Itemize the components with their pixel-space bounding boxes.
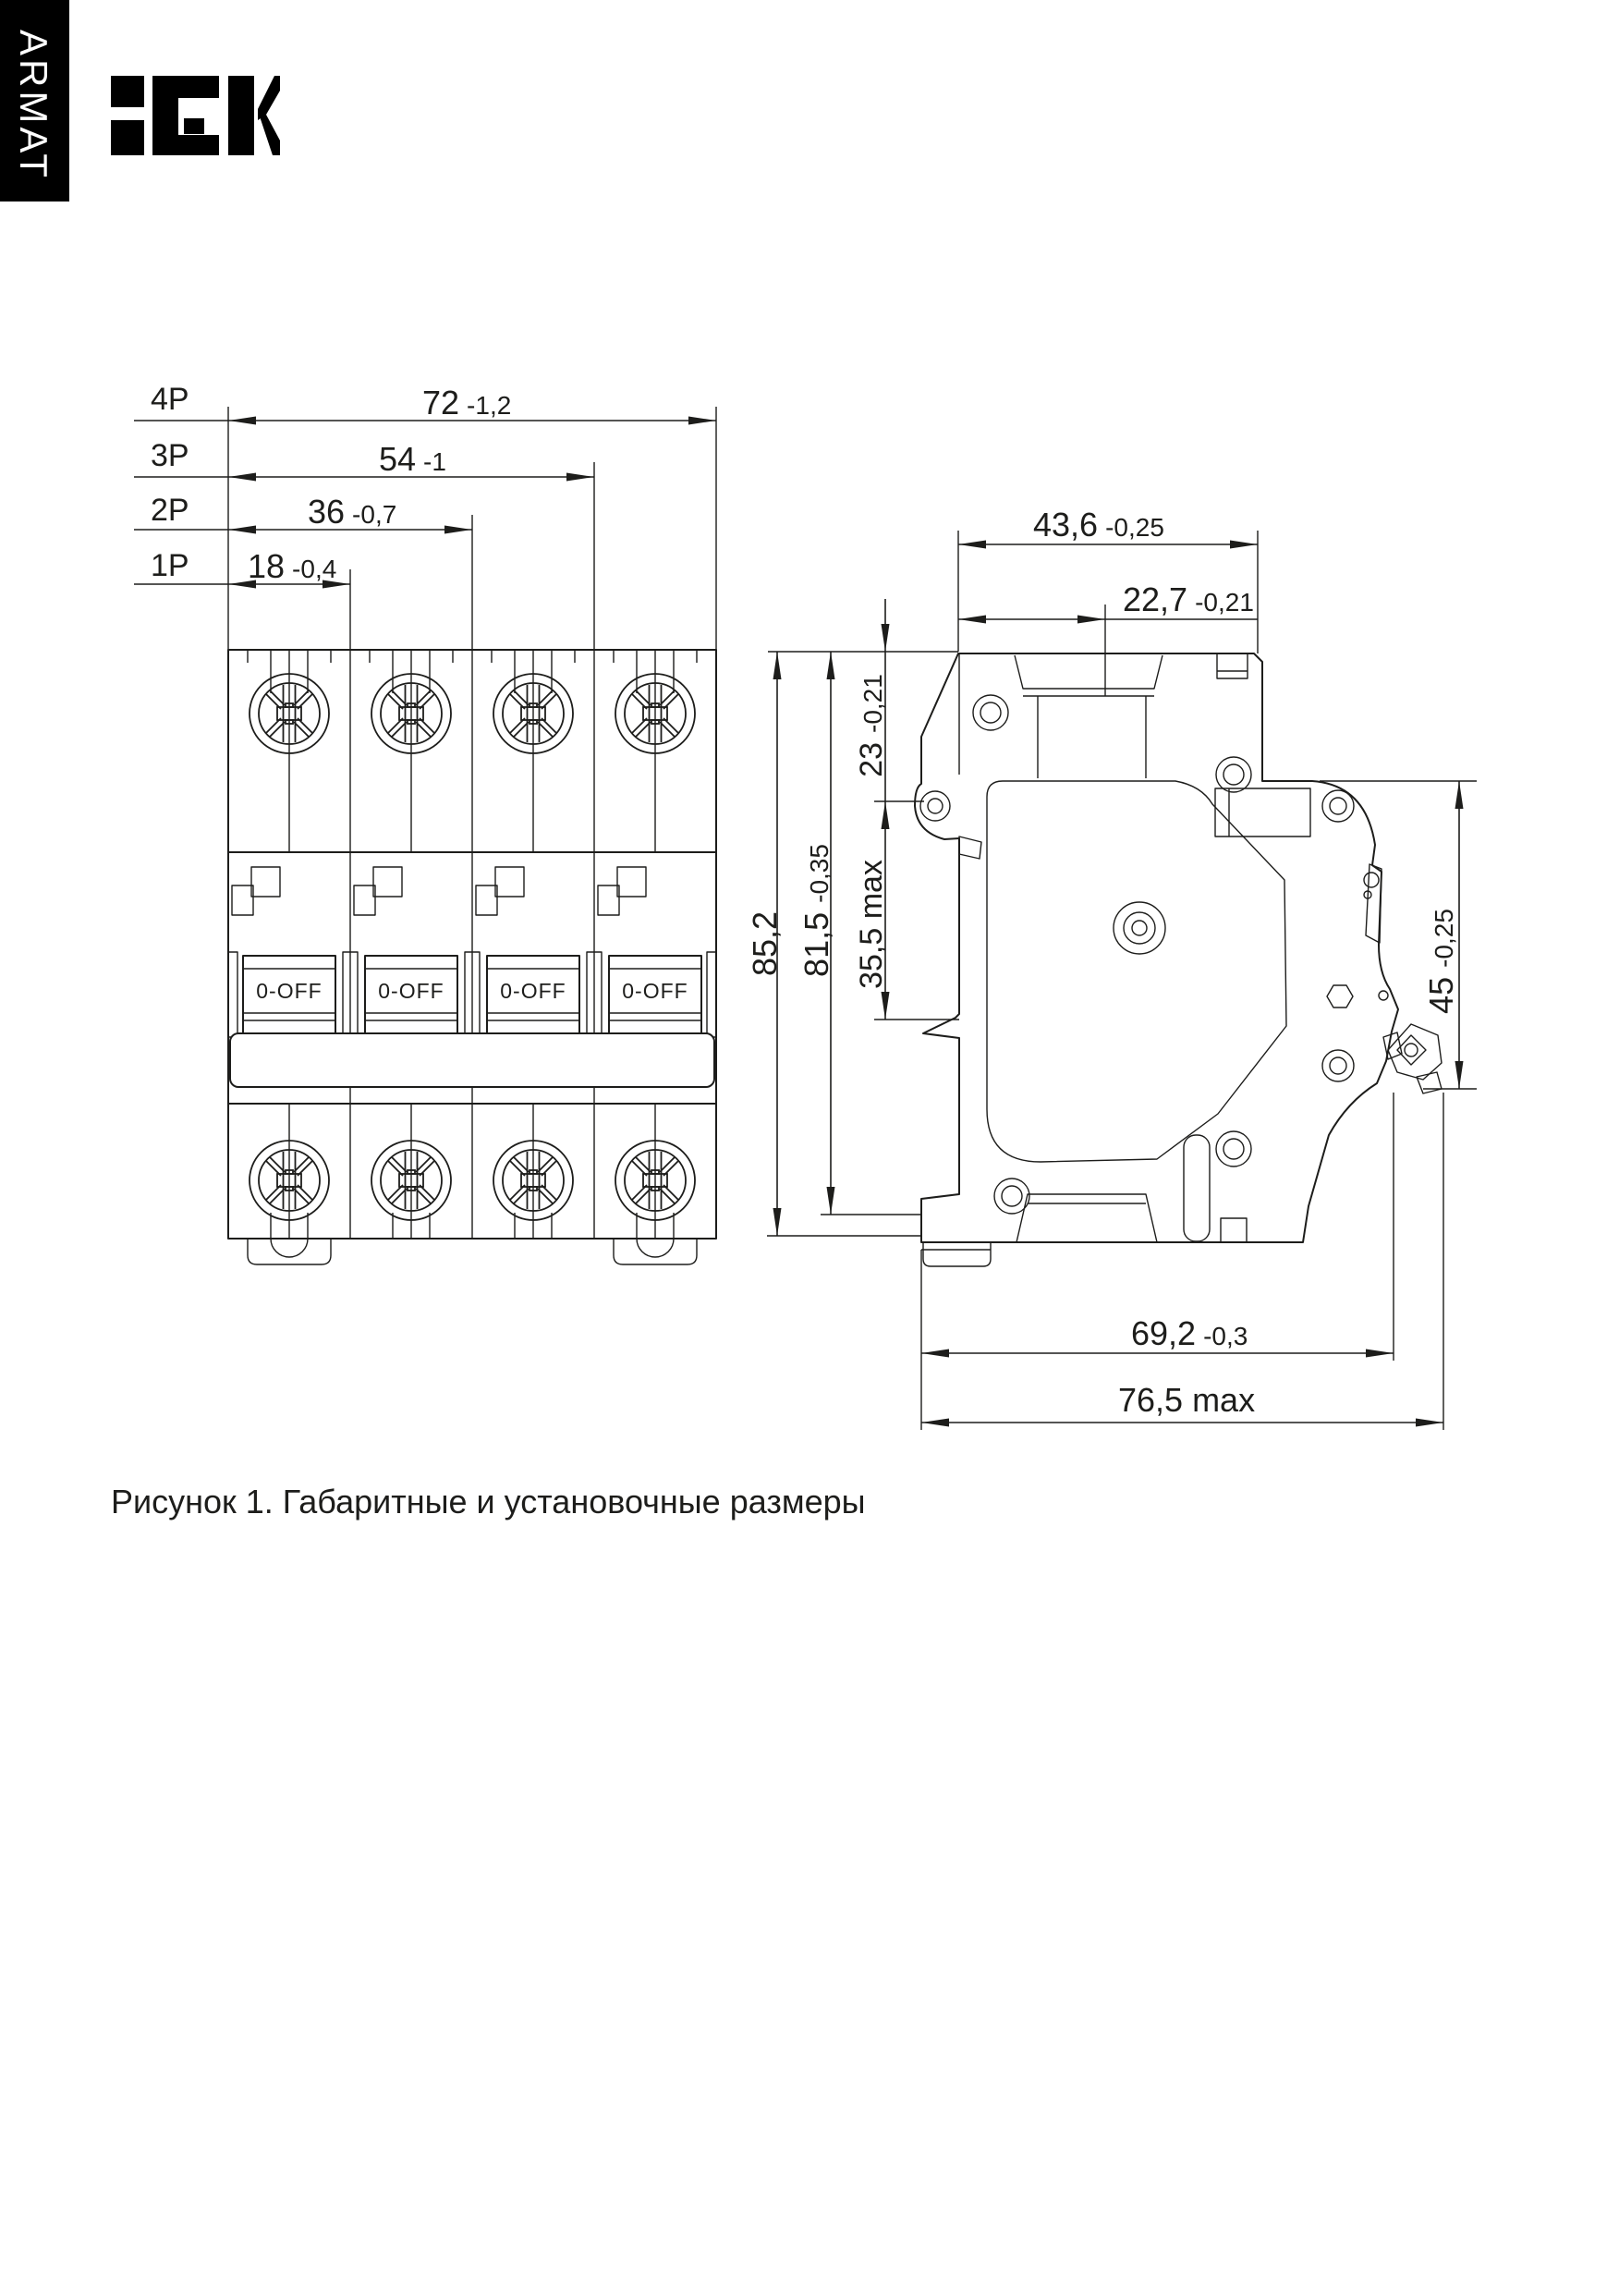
latch-tabs xyxy=(232,867,646,915)
toggle-label-1: 0-OFF xyxy=(256,979,323,1003)
pole-label-2p: 2P xyxy=(151,493,189,528)
dim-18: 18 -0,4 xyxy=(248,547,337,585)
dim-43-6: 43,6 -0,25 xyxy=(1033,506,1164,543)
front-dimensions xyxy=(134,382,716,650)
dim-22-7: 22,7 -0,21 xyxy=(1123,580,1254,618)
front-view xyxy=(228,650,716,1264)
handle-tie-bar xyxy=(230,1033,714,1087)
pole-label-3p: 3P xyxy=(151,438,189,473)
toggle-label-4: 0-OFF xyxy=(622,979,688,1003)
dim-85-2: 85,2 xyxy=(746,910,784,977)
figure-caption: Рисунок 1. Габаритные и установочные размеры xyxy=(111,1483,866,1520)
hex-hole xyxy=(1327,985,1353,1008)
dim-35-5: 35,5 max xyxy=(854,860,889,989)
pole-label-4p: 4P xyxy=(151,382,189,417)
dim-76-5: 76,5 max xyxy=(1118,1381,1256,1419)
dim-69-2: 69,2 -0,3 xyxy=(1131,1314,1248,1352)
brand-vertical-label: ARMAT xyxy=(12,30,55,181)
dim-45: 45-0,25 xyxy=(1422,909,1460,1014)
dim-23: 23-0,21 xyxy=(854,674,889,777)
brand-bar xyxy=(0,0,69,202)
rivets xyxy=(920,695,1354,1214)
dim-36: 36 -0,7 xyxy=(308,493,397,531)
dim-81-5: 81,5-0,35 xyxy=(797,844,835,977)
terminal-flag xyxy=(1383,1024,1442,1093)
dim-54: 54 -1 xyxy=(379,440,446,478)
toggle-label-2: 0-OFF xyxy=(378,979,444,1003)
side-dimensions xyxy=(746,506,1477,1430)
dim-72: 72 -1,2 xyxy=(422,384,512,421)
side-view xyxy=(915,653,1442,1266)
toggle-label-3: 0-OFF xyxy=(500,979,566,1003)
iek-logo-icon xyxy=(111,76,280,155)
pole-label-1p: 1P xyxy=(151,548,189,583)
